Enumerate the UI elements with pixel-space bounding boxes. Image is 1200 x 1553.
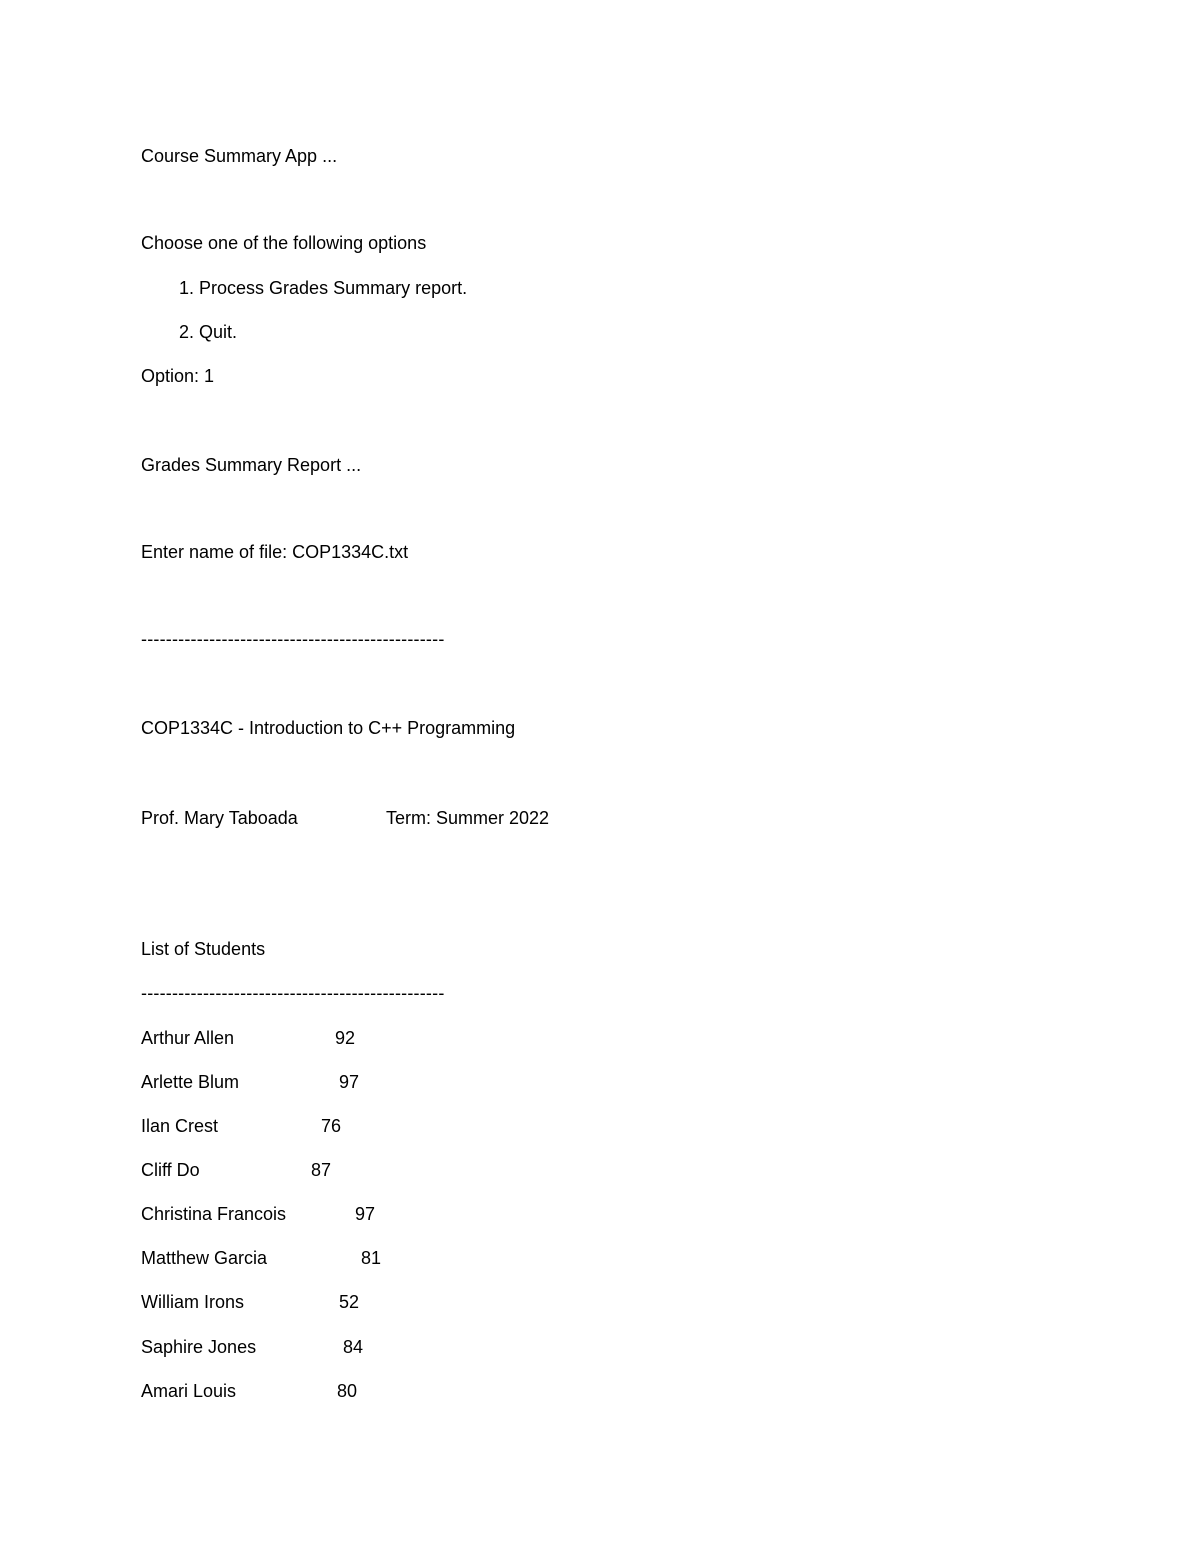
menu-option-1: 1. Process Grades Summary report. [179,278,468,298]
professor-name: Prof. Mary Taboada [141,808,298,828]
separator-top: ------------------------------------------------- [141,629,445,649]
app-title: Course Summary App ... [141,146,338,166]
student-score: 87 [311,1160,332,1180]
menu-option-2: 2. Quit. [179,322,238,342]
student-score: 92 [335,1028,356,1048]
student-name: William Irons [141,1292,245,1312]
course-title: COP1334C - Introduction to C++ Programming [141,718,516,738]
student-name: Cliff Do [141,1160,200,1180]
student-name: Christina Francois [141,1204,287,1224]
student-score: 97 [339,1072,360,1092]
option-input: Option: 1 [141,366,215,386]
student-score: 97 [355,1204,376,1224]
report-title: Grades Summary Report ... [141,455,362,475]
student-score: 80 [337,1381,358,1401]
student-name: Saphire Jones [141,1337,257,1357]
student-name: Arlette Blum [141,1072,240,1092]
term: Term: Summer 2022 [386,808,550,828]
menu-prompt: Choose one of the following options [141,233,427,253]
student-score: 84 [343,1337,364,1357]
student-name: Matthew Garcia [141,1248,268,1268]
student-name: Ilan Crest [141,1116,219,1136]
student-score: 81 [361,1248,382,1268]
student-score: 52 [339,1292,360,1312]
student-name: Arthur Allen [141,1028,235,1048]
separator-students: ------------------------------------------------- [141,983,445,1003]
student-name: Amari Louis [141,1381,237,1401]
student-score: 76 [321,1116,342,1136]
file-prompt: Enter name of file: COP1334C.txt [141,542,409,562]
students-heading: List of Students [141,939,266,959]
